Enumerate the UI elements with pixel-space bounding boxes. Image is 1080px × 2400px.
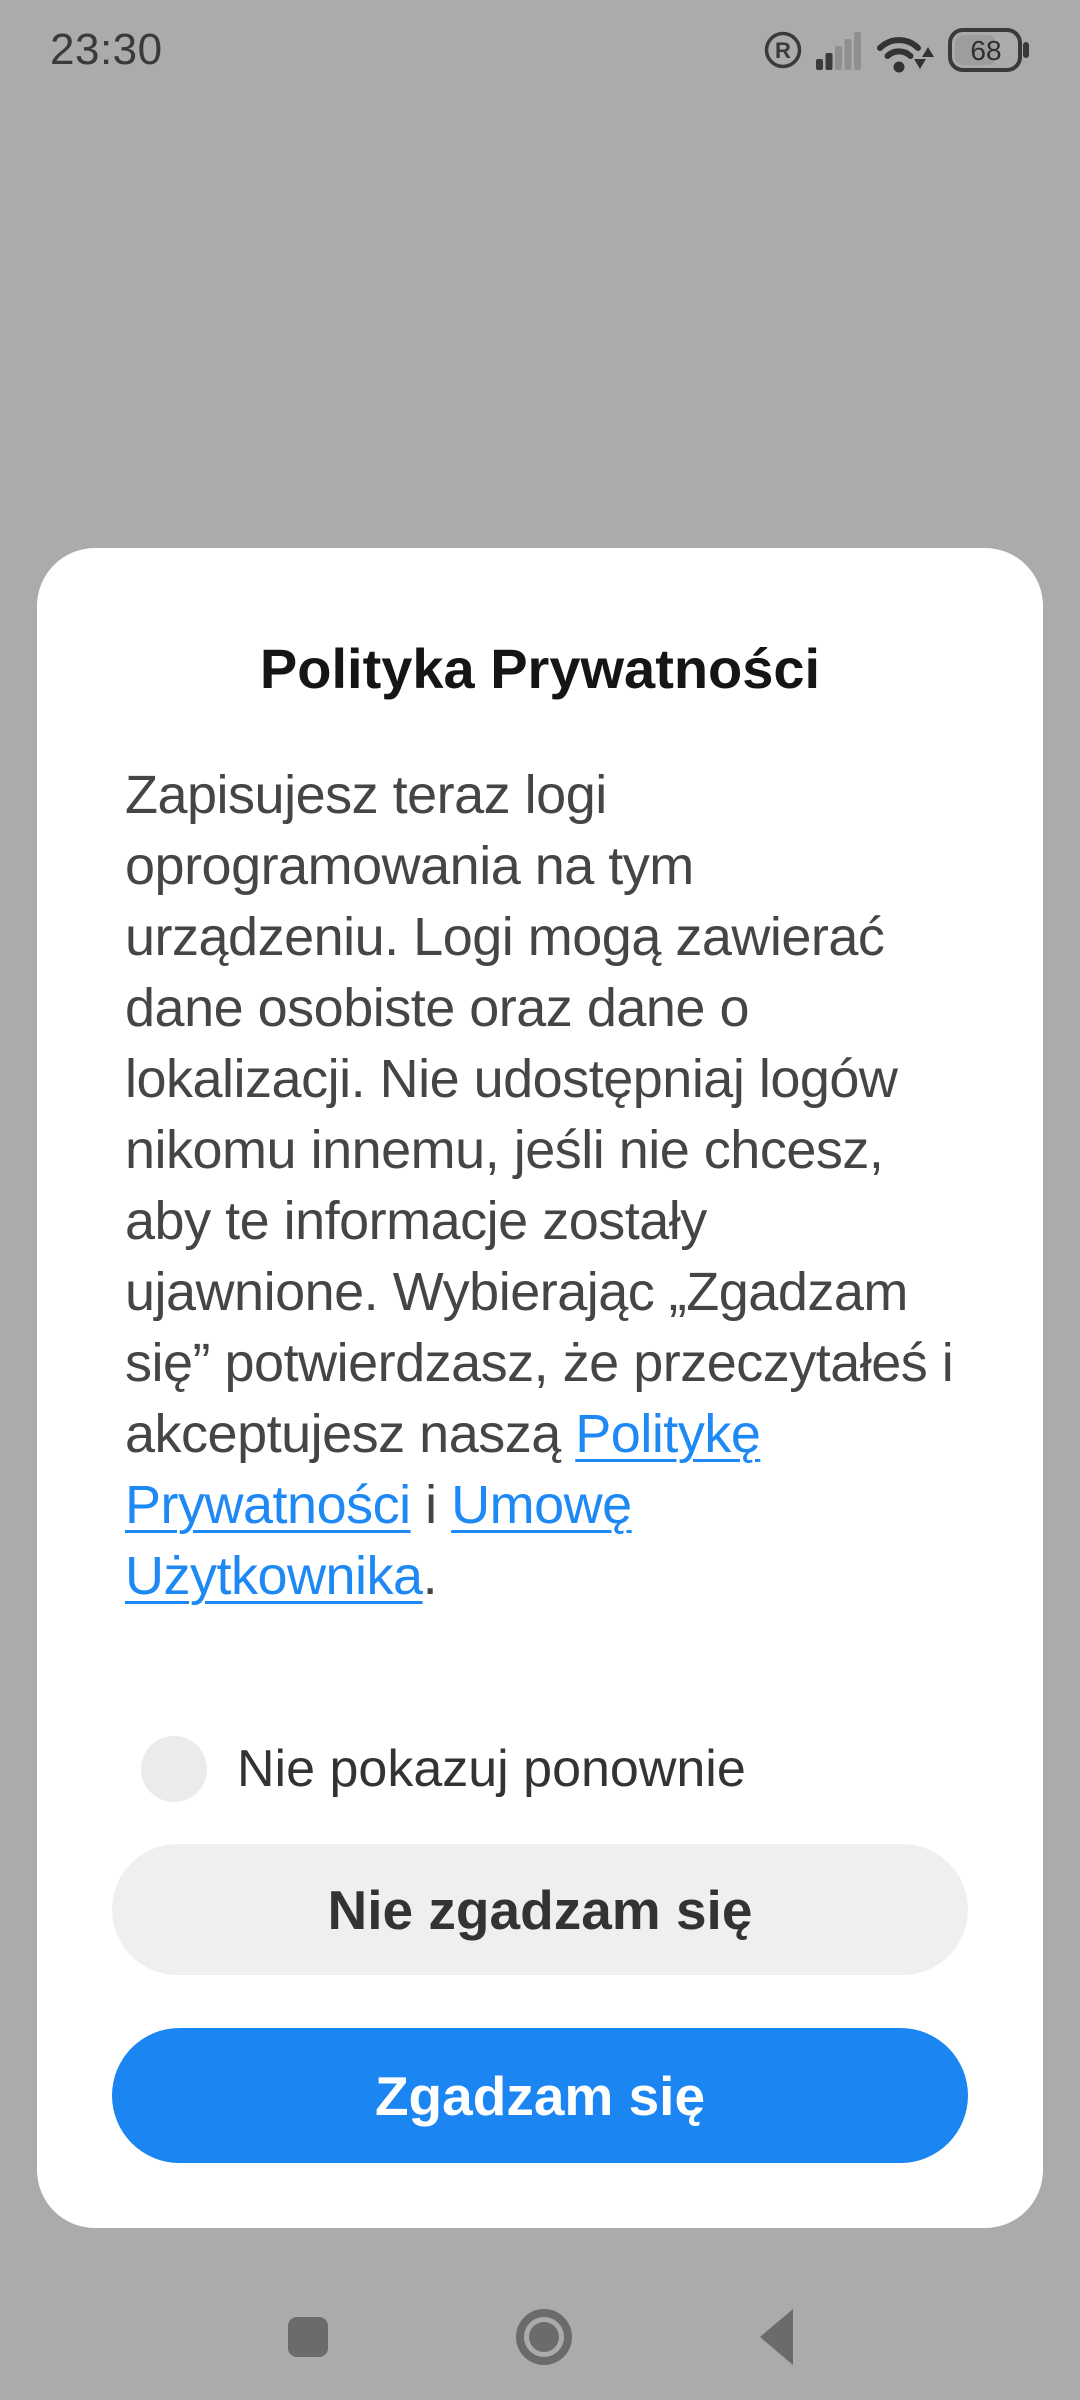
roaming-r-glyph: R <box>775 38 791 63</box>
dont-show-again-checkbox[interactable] <box>141 1736 746 1802</box>
cellular-signal-icon <box>816 30 862 70</box>
body-text-middle: i <box>410 1475 452 1535</box>
decline-button[interactable]: Nie zgadzam się <box>112 1844 968 1975</box>
wifi-download-arrow <box>914 59 926 69</box>
status-icons <box>763 27 1030 73</box>
battery-percent: 68 <box>970 35 1002 66</box>
nav-bar <box>0 2302 1080 2372</box>
home-dot <box>529 2322 559 2352</box>
recents-square-icon[interactable] <box>288 2317 328 2357</box>
body-text-start: Zapisujesz teraz logi oprogramowania na tym urządzeniu. Logi mogą zawierać dane osobiste oraz dane o lokalizacji. Nie udostępniaj logów nikomu innemu, jeśli nie chcesz, aby te informacje zostały ujawnione. Wybierając „Zgadzam się” potwierdzasz, że przeczytałeś i akceptujesz naszą <box>125 765 954 1464</box>
wifi-icon <box>875 27 935 73</box>
user-agreement-link[interactable]: Umowę Użytkownika <box>125 1475 632 1606</box>
accept-button[interactable]: Zgadzam się <box>112 2028 968 2163</box>
privacy-policy-link[interactable]: Politykę Prywatności <box>125 1404 761 1535</box>
dialog-title: Polityka Prywatności <box>259 637 821 700</box>
status-bar <box>0 0 1080 100</box>
privacy-policy-dialog <box>37 548 1043 2228</box>
battery-icon <box>948 27 1030 73</box>
wifi-upload-arrow <box>922 47 934 57</box>
registered-roaming-icon <box>763 30 803 70</box>
checkbox-circle-unchecked <box>141 1736 207 1802</box>
clock: 23:30 <box>50 25 163 74</box>
back-triangle-icon[interactable] <box>760 2309 793 2365</box>
home-circle-icon[interactable] <box>516 2309 572 2365</box>
body-text-end: . <box>422 1546 438 1606</box>
checkbox-label: Nie pokazuj ponownie <box>237 1740 746 1798</box>
privacy-policy-text <box>125 760 955 1612</box>
